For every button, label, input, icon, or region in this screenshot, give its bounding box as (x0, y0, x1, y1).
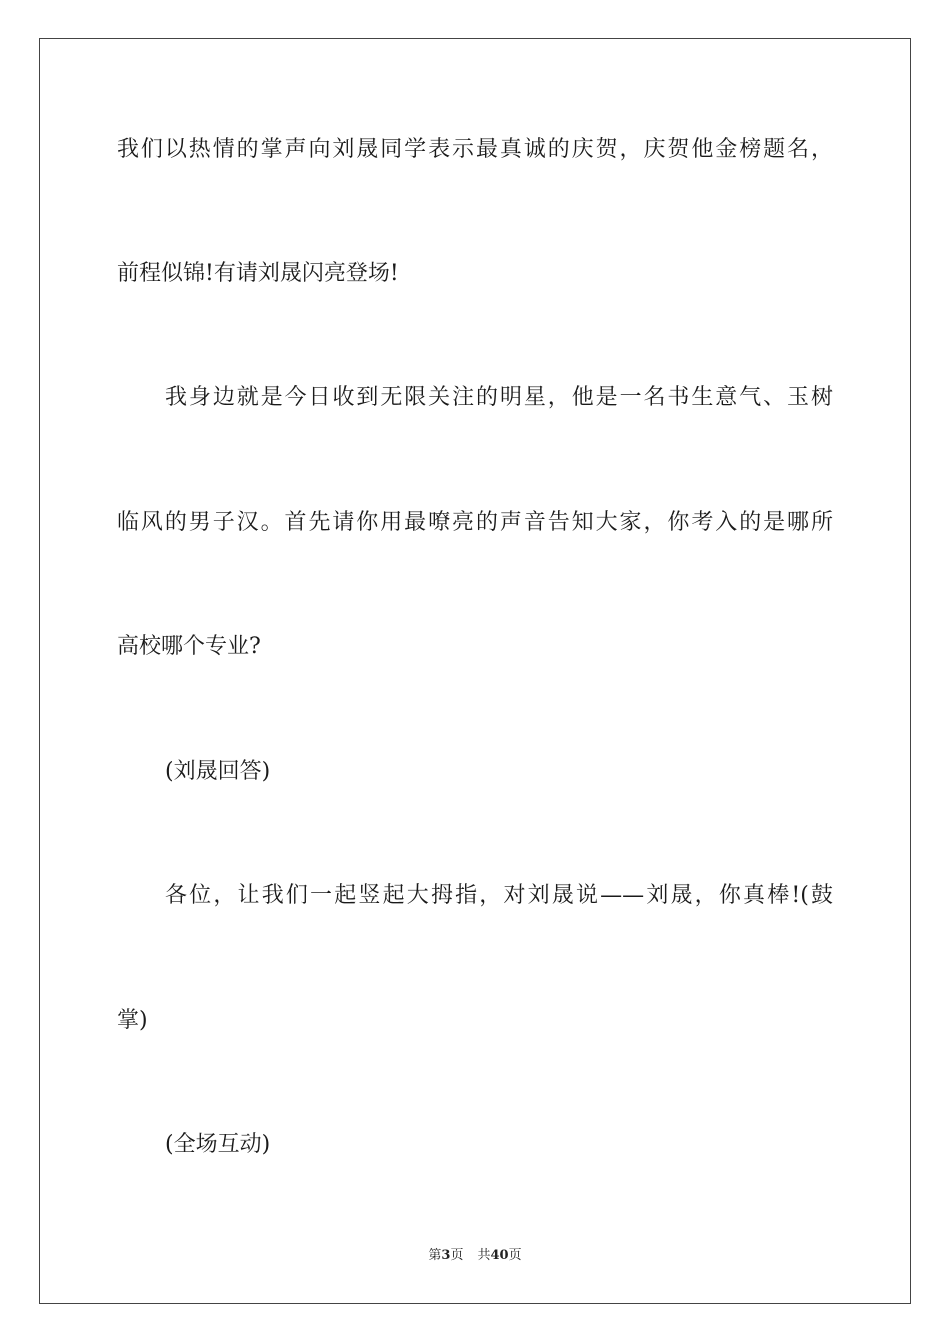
footer-page-number: 3 (441, 1248, 451, 1263)
paragraph-4-line-1: 各位，让我们一起竖起大拇指，对刘晟说——刘晟，你真棒!(鼓 (165, 883, 833, 908)
paragraph-5-line-1: (全场互动) (165, 1132, 271, 1157)
footer-total-suffix: 页 (508, 1248, 522, 1263)
paragraph-2-line-2: 临风的男子汉。首先请你用最嘹亮的声音告知大家，你考入的是哪所 (117, 510, 833, 535)
footer-total-prefix: 共 (477, 1248, 491, 1263)
page-border (39, 38, 911, 1304)
paragraph-2-line-1: 我身边就是今日收到无限关注的明星，他是一名书生意气、玉树 (165, 385, 833, 410)
footer-page-prefix: 第 (428, 1248, 442, 1263)
paragraph-1-line-1: 我们以热情的掌声向刘晟同学表示最真诚的庆贺，庆贺他金榜题名， (117, 137, 833, 162)
paragraph-3-line-1: (刘晟回答) (165, 759, 271, 784)
paragraph-4-line-2: 掌) (117, 1008, 148, 1033)
paragraph-1-line-2: 前程似锦!有请刘晟闪亮登场! (117, 261, 399, 286)
paragraph-2-line-3: 高校哪个专业? (117, 634, 261, 659)
page-footer (0, 1247, 950, 1265)
footer-total-pages: 40 (490, 1248, 509, 1263)
footer-page-suffix: 页 (450, 1248, 464, 1263)
